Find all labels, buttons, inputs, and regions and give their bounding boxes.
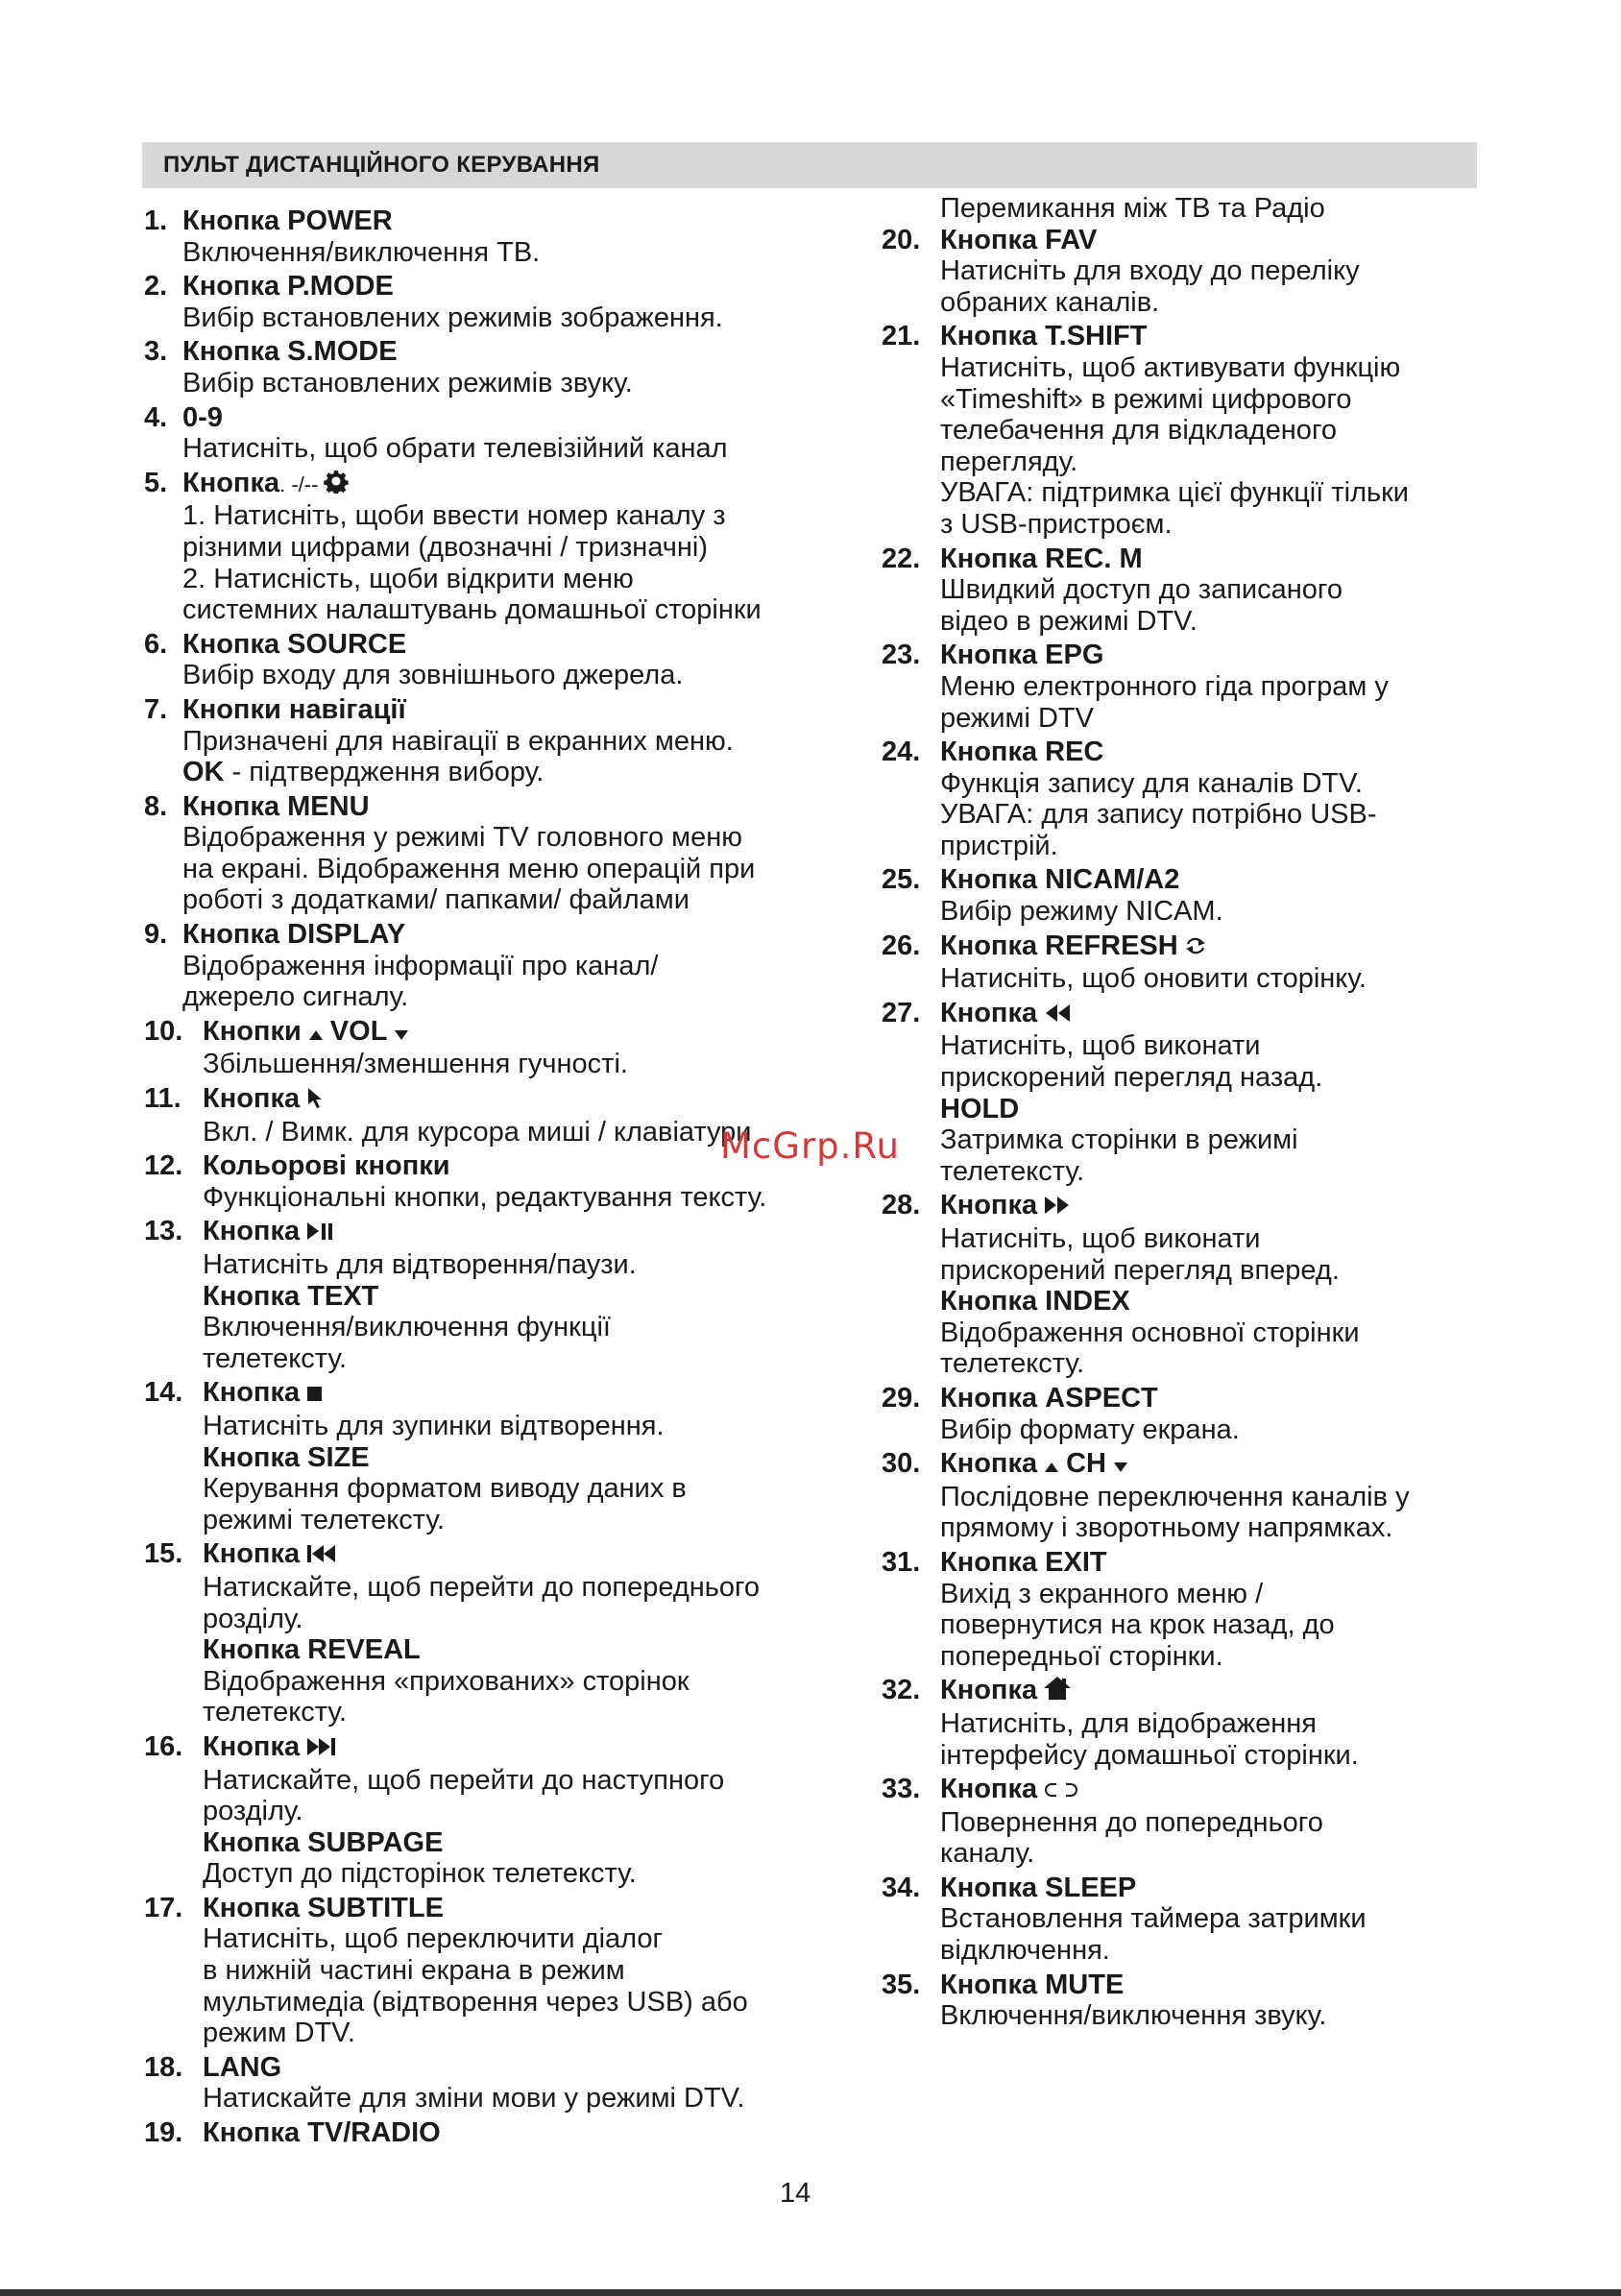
item-number: 18. bbox=[144, 2051, 183, 2083]
previous-icon bbox=[305, 1540, 338, 1572]
item-number: 6. bbox=[144, 628, 168, 660]
item-title-text: Кнопка S.MODE bbox=[182, 336, 398, 368]
item-description: Натисніть, щоб переключити діалог bbox=[203, 1923, 664, 1955]
item-description: УВАГА: для запису потрібно USB- bbox=[940, 799, 1377, 831]
list-item bbox=[144, 1377, 874, 1535]
item-description: попередньої сторінки. bbox=[940, 1640, 1223, 1672]
item-description: розділу. bbox=[203, 1603, 303, 1634]
sub-description: Відображення основної сторінки bbox=[940, 1317, 1360, 1348]
item-title-text: Кнопка SLEEP bbox=[940, 1872, 1137, 1903]
item-description: Натискайте, щоб перейти до попереднього bbox=[203, 1571, 761, 1603]
item-description: Натисніть для відтворення/паузи. bbox=[203, 1249, 637, 1280]
item-description: різними цифрами (двозначні / тризначні) bbox=[182, 531, 709, 563]
item-body bbox=[203, 1016, 874, 1080]
list-item bbox=[882, 1190, 1496, 1380]
list-item bbox=[882, 544, 1496, 638]
item-body bbox=[940, 1547, 1496, 1672]
rewind-icon bbox=[1043, 1000, 1072, 1031]
sub-description: телетексту. bbox=[203, 1342, 348, 1374]
item-title-text: Кнопка SOURCE bbox=[182, 628, 407, 660]
item-title bbox=[940, 1970, 1496, 2001]
left-column bbox=[144, 0, 874, 2152]
right-column bbox=[882, 0, 1496, 2035]
item-description: Відображення у режимі TV головного меню bbox=[182, 822, 742, 854]
sub-title: Кнопка REVEAL bbox=[203, 1634, 421, 1666]
item-title bbox=[182, 271, 874, 302]
item-title-text: LANG bbox=[203, 2051, 282, 2083]
item-number: 4. bbox=[144, 401, 168, 433]
stop-icon bbox=[305, 1379, 325, 1411]
item-description: Швидкий доступ до записаного bbox=[940, 574, 1343, 606]
page-number: 14 bbox=[780, 2178, 811, 2209]
item-number: 2. bbox=[144, 271, 168, 302]
item-title-text: Кнопка bbox=[203, 1538, 301, 1570]
item-title-text: Кнопка bbox=[940, 1190, 1038, 1221]
item-description: Збільшення/зменшення гучності. bbox=[203, 1049, 628, 1080]
item-description: УВАГА: підтримка цієї функції тільки bbox=[940, 477, 1410, 509]
item-title-text: Кнопка bbox=[182, 467, 280, 498]
item-description: Натисніть, для відображення bbox=[940, 1707, 1318, 1739]
item-title bbox=[182, 919, 874, 951]
item-description: Натисніть для зупинки відтворення. bbox=[203, 1410, 665, 1441]
item-title-text: Кнопка FAV bbox=[940, 224, 1098, 255]
list-item bbox=[882, 225, 1496, 319]
item-number: 5. bbox=[144, 467, 168, 498]
item-title bbox=[203, 1216, 874, 1249]
item-title-text: Кнопка bbox=[203, 1216, 301, 1247]
item-title bbox=[940, 321, 1496, 352]
list-item bbox=[144, 336, 874, 399]
item-number: 24. bbox=[882, 737, 921, 768]
item-title-text: Кнопка bbox=[940, 1774, 1038, 1805]
item-title bbox=[182, 468, 874, 501]
item-description: Вибір встановлених режимів звуку. bbox=[182, 367, 633, 399]
item-body bbox=[203, 1377, 874, 1535]
item-title-text: Кнопка P.MODE bbox=[182, 271, 394, 302]
item-body bbox=[940, 864, 1496, 927]
item-body bbox=[182, 919, 874, 1013]
item-description: Натисніть, щоб виконати bbox=[940, 1223, 1261, 1254]
item-description: Призначені для навігації в екранних меню. bbox=[182, 725, 734, 757]
watermark: McGrp.Ru bbox=[720, 1125, 900, 1167]
item-title-text: Кнопка bbox=[203, 1083, 301, 1115]
item-title bbox=[940, 640, 1496, 671]
ch-label: CH bbox=[1066, 1448, 1106, 1480]
item-title-text: Кнопки bbox=[203, 1015, 302, 1047]
item-number: 8. bbox=[144, 790, 168, 822]
fast-forward-icon bbox=[1043, 1192, 1072, 1223]
item-title bbox=[203, 1538, 874, 1572]
play-pause-icon bbox=[305, 1218, 334, 1249]
item-title-text: Кнопка bbox=[940, 997, 1038, 1028]
item-description: Вихід з екранного меню / bbox=[940, 1578, 1264, 1609]
item-body bbox=[182, 629, 874, 691]
list-item bbox=[882, 1547, 1496, 1672]
item-number: 19. bbox=[144, 2117, 183, 2149]
item-title-text: Кнопка bbox=[203, 1377, 301, 1409]
item-number: 28. bbox=[882, 1190, 921, 1221]
item-number: 22. bbox=[882, 543, 921, 574]
list-item bbox=[882, 1873, 1496, 1967]
item-description: Натисніть для входу до переліку bbox=[940, 255, 1360, 287]
list-item bbox=[144, 1538, 874, 1728]
item-description: режим DTV. bbox=[203, 2018, 355, 2049]
item-description: Повернення до попереднього bbox=[940, 1806, 1323, 1838]
item-description: прискорений перегляд назад. bbox=[940, 1062, 1323, 1094]
item-description: Натисніть, щоб виконати bbox=[940, 1030, 1261, 1062]
item-body bbox=[203, 2052, 874, 2115]
item-body bbox=[940, 737, 1496, 861]
item-title-text: Кнопка REC bbox=[940, 737, 1104, 768]
home-icon bbox=[1043, 1676, 1072, 1708]
list-item bbox=[144, 919, 874, 1013]
item-description: Натисніть, щоб оновити сторінку. bbox=[940, 963, 1367, 995]
item-title-text: 0-9 bbox=[182, 401, 223, 433]
item-description: «Timeshift» в режимі цифрового bbox=[940, 383, 1352, 415]
item-title bbox=[940, 998, 1496, 1031]
item-description: Функція запису для каналів DTV. bbox=[940, 767, 1363, 799]
list-item bbox=[882, 930, 1496, 995]
item-number: 9. bbox=[144, 919, 168, 951]
item-title bbox=[203, 2052, 874, 2084]
item-title bbox=[182, 694, 874, 726]
item-body bbox=[203, 1538, 874, 1728]
list-item bbox=[882, 864, 1496, 927]
item-title bbox=[940, 930, 1496, 964]
item-title bbox=[940, 1547, 1496, 1579]
item-title bbox=[940, 864, 1496, 896]
item-body bbox=[940, 1970, 1496, 2032]
item-body bbox=[182, 336, 874, 399]
item-description: в нижній частині екрана в режим bbox=[203, 1955, 625, 1987]
item-description: режимі DTV bbox=[940, 702, 1094, 734]
list-item bbox=[882, 737, 1496, 861]
item-number: 27. bbox=[882, 997, 921, 1028]
down-triangle bbox=[1112, 1450, 1129, 1482]
item-body bbox=[940, 930, 1496, 995]
item-title bbox=[203, 1893, 874, 1924]
item-title-text: Кнопки навігації bbox=[182, 693, 406, 725]
item-description: Включення/виключення ТВ. bbox=[182, 236, 541, 268]
sub-title: Кнопка SUBPAGE bbox=[203, 1826, 444, 1858]
item-title-text: Кнопка POWER bbox=[182, 205, 393, 236]
list-item bbox=[882, 1774, 1496, 1870]
sub-description: Доступ до підсторінок телетексту. bbox=[203, 1858, 637, 1890]
item-body bbox=[182, 271, 874, 333]
item-title bbox=[940, 1873, 1496, 1904]
item-number: 14. bbox=[144, 1377, 183, 1409]
item-number: 16. bbox=[144, 1730, 183, 1762]
item-title bbox=[203, 1083, 874, 1117]
vol-label: VOL bbox=[329, 1015, 388, 1047]
item-title-text: Кнопка NICAM/A2 bbox=[940, 864, 1180, 896]
item-body bbox=[940, 640, 1496, 734]
item-description: повернутися на крок назад, до bbox=[940, 1609, 1335, 1641]
item-number: 26. bbox=[882, 930, 921, 961]
up-triangle bbox=[1043, 1450, 1060, 1482]
item-title bbox=[182, 791, 874, 823]
item-number: 10. bbox=[144, 1015, 183, 1047]
item-title bbox=[182, 336, 874, 368]
item-description: пристрій. bbox=[940, 830, 1058, 861]
item-title-text: Кнопка DISPLAY bbox=[182, 919, 406, 951]
item-description: Вкл. / Вимк. для курсора миші / клавіатури bbox=[203, 1116, 752, 1148]
list-item bbox=[882, 1970, 1496, 2032]
item-title-text: Кнопка SUBTITLE bbox=[203, 1892, 444, 1923]
item-title-text: Кольорові кнопки bbox=[203, 1150, 450, 1182]
item-number: 12. bbox=[144, 1150, 183, 1182]
item-title-text: Кнопка bbox=[940, 1448, 1038, 1480]
item-description: 1. Натисніть, щоби ввести номер каналу з bbox=[182, 500, 726, 532]
item-description: Натискайте для зміни мови у режимі DTV. bbox=[203, 2083, 745, 2115]
ok-description bbox=[182, 757, 874, 788]
item-description: інтерфейсу домашньої сторінки. bbox=[940, 1739, 1359, 1771]
item-title bbox=[940, 1675, 1496, 1708]
sub-title: HOLD bbox=[940, 1093, 1020, 1124]
sub-title: Кнопка TEXT bbox=[203, 1280, 379, 1312]
item-title-text: Кнопка TV/RADIO bbox=[203, 2117, 441, 2149]
list-item bbox=[144, 468, 874, 626]
item-body bbox=[203, 1216, 874, 1374]
up-triangle bbox=[307, 1018, 325, 1050]
item-title bbox=[203, 1016, 874, 1050]
sub-description: Включення/виключення функції bbox=[203, 1312, 611, 1343]
item-description: перегляду. bbox=[940, 446, 1078, 477]
item-number: 15. bbox=[144, 1538, 183, 1570]
item-body bbox=[182, 468, 874, 626]
item-number: 34. bbox=[882, 1872, 921, 1903]
item-description: Натисніть, щоб обрати телевізійний канал bbox=[182, 433, 728, 465]
item-number: 7. bbox=[144, 693, 168, 725]
item-description: Встановлення таймера затримки bbox=[940, 1903, 1367, 1935]
item-title bbox=[203, 1377, 874, 1411]
bottom-rule bbox=[0, 2289, 1621, 2296]
item-number: 20. bbox=[882, 224, 921, 255]
sub-title: Кнопка SIZE bbox=[203, 1441, 370, 1473]
item-description: прискорений перегляд вперед. bbox=[940, 1254, 1340, 1286]
item-title bbox=[940, 544, 1496, 575]
item-body bbox=[203, 1893, 874, 2049]
refresh-icon bbox=[1184, 932, 1207, 964]
list-item bbox=[144, 791, 874, 916]
item-number: 17. bbox=[144, 1892, 183, 1923]
item-description: джерело сигналу. bbox=[182, 981, 409, 1013]
item-number: 31. bbox=[882, 1546, 921, 1578]
item-number: 32. bbox=[882, 1675, 921, 1706]
item-description: Функціональні кнопки, редактування тексту. bbox=[203, 1181, 767, 1213]
item-title-text: Кнопка EPG bbox=[940, 640, 1104, 671]
item-description: розділу. bbox=[203, 1796, 303, 1827]
item-description: телебачення для відкладеного bbox=[940, 415, 1338, 447]
item-description: з USB-пристроєм. bbox=[940, 508, 1173, 540]
item-title bbox=[940, 1774, 1496, 1807]
item-body bbox=[940, 321, 1496, 540]
section-title: ПУЛЬТ ДИСТАНЦІЙНОГО КЕРУВАННЯ bbox=[163, 152, 600, 178]
item-title bbox=[940, 737, 1496, 768]
item-title-text: Кнопка REFRESH bbox=[940, 930, 1178, 961]
sub-description: телетексту. bbox=[940, 1348, 1085, 1380]
item-number: 30. bbox=[882, 1448, 921, 1480]
item-body bbox=[940, 1873, 1496, 1967]
item-description: відео в режимі DTV. bbox=[940, 605, 1198, 637]
recall-icon bbox=[1043, 1776, 1079, 1807]
item-description: на екрані. Відображення меню операцій при bbox=[182, 853, 756, 884]
item-title-text: Кнопка T.SHIFT bbox=[940, 321, 1148, 352]
sub-description: телетексту. bbox=[940, 1155, 1085, 1187]
item-description: Натискайте, щоб перейти до наступного bbox=[203, 1764, 725, 1796]
item-title bbox=[182, 402, 874, 434]
item-description: Вибір режиму NICAM. bbox=[940, 896, 1223, 928]
item-number: 13. bbox=[144, 1216, 183, 1247]
list-item bbox=[882, 1448, 1496, 1544]
item-body bbox=[940, 998, 1496, 1188]
item-description: Відображення інформації про канал/ bbox=[182, 950, 659, 981]
item-title-text: Кнопка REC. M bbox=[940, 543, 1143, 574]
item-description: Меню електронного гіда програм у bbox=[940, 670, 1389, 702]
item-description: мультимедіа (відтворення через USB) або bbox=[203, 1986, 748, 2018]
item-description: Послідовне переключення каналів у bbox=[940, 1481, 1410, 1512]
item-body bbox=[940, 1190, 1496, 1380]
list-item bbox=[144, 1016, 874, 1080]
item-title bbox=[203, 2117, 874, 2149]
item-body bbox=[182, 402, 874, 465]
item-title bbox=[940, 225, 1496, 256]
item-body bbox=[940, 1383, 1496, 1445]
item-body bbox=[182, 694, 874, 788]
item-description: відключення. bbox=[940, 1935, 1110, 1967]
list-item bbox=[144, 629, 874, 691]
item-title-text: Кнопка bbox=[203, 1730, 301, 1762]
sub-description: Керування форматом виводу даних в bbox=[203, 1473, 687, 1505]
item-title-text: Кнопка ASPECT bbox=[940, 1382, 1158, 1414]
item-description: Включення/виключення звуку. bbox=[940, 2000, 1327, 2032]
item-title bbox=[940, 1190, 1496, 1223]
item-number: 11. bbox=[144, 1083, 181, 1115]
list-item bbox=[144, 1731, 874, 1890]
item-number: 35. bbox=[882, 1969, 921, 2000]
item-title bbox=[203, 1731, 874, 1765]
list-item bbox=[144, 1216, 874, 1374]
item-body bbox=[940, 1675, 1496, 1771]
item-body bbox=[182, 205, 874, 268]
item-body bbox=[940, 1774, 1496, 1870]
item-body bbox=[203, 2117, 874, 2149]
title-suffix: . -/-- bbox=[279, 471, 319, 496]
list-item bbox=[144, 271, 874, 333]
item-title bbox=[182, 205, 874, 237]
item-title-text: Кнопка MUTE bbox=[940, 1969, 1125, 2000]
list-item bbox=[144, 2117, 874, 2149]
list-item bbox=[144, 205, 874, 268]
list-item bbox=[882, 1383, 1496, 1445]
item-title-text: Кнопка EXIT bbox=[940, 1546, 1107, 1578]
item-description: роботі з додатками/ папками/ файлами bbox=[182, 884, 690, 916]
item-description: Вибір встановлених режимів зображення. bbox=[182, 302, 723, 333]
item-body bbox=[182, 791, 874, 916]
item-body bbox=[940, 1448, 1496, 1544]
item-body bbox=[940, 225, 1496, 319]
item-description: Натисніть, щоб активувати функцію bbox=[940, 351, 1401, 383]
sub-title: Кнопка INDEX bbox=[940, 1286, 1130, 1317]
item-description: системних налаштувань домашньої сторінки bbox=[182, 594, 762, 626]
item-title bbox=[182, 629, 874, 661]
item-description: Вибір входу для зовнішнього джерела. bbox=[182, 660, 684, 691]
item-title-text: Кнопка bbox=[940, 1675, 1038, 1706]
sub-description: Затримка сторінки в режимі bbox=[940, 1124, 1298, 1156]
list-item bbox=[144, 402, 874, 465]
gear-icon bbox=[324, 469, 349, 501]
list-item bbox=[144, 2052, 874, 2115]
item-number: 29. bbox=[882, 1382, 921, 1414]
item-number: 33. bbox=[882, 1774, 921, 1805]
list-item bbox=[882, 1675, 1496, 1771]
list-item bbox=[144, 1893, 874, 2049]
next-icon bbox=[305, 1733, 338, 1765]
item-description: 2. Натисність, щоби відкрити меню bbox=[182, 563, 634, 594]
list-item bbox=[882, 998, 1496, 1188]
item-body bbox=[203, 1731, 874, 1890]
sub-description: режимі телетексту. bbox=[203, 1504, 446, 1535]
item-number: 3. bbox=[144, 336, 168, 368]
list-item bbox=[144, 694, 874, 788]
ok-label: OK bbox=[182, 757, 225, 788]
list-item bbox=[882, 321, 1496, 540]
item-number: 21. bbox=[882, 321, 921, 352]
item-number: 23. bbox=[882, 640, 921, 671]
cursor-icon bbox=[305, 1085, 325, 1117]
sub-description: телетексту. bbox=[203, 1697, 348, 1728]
item-number: 1. bbox=[144, 205, 168, 236]
item-19-continuation: Перемикання між ТВ та Радіо bbox=[940, 193, 1325, 224]
list-item bbox=[882, 640, 1496, 734]
item-title-text: Кнопка MENU bbox=[182, 790, 370, 822]
sub-description: Відображення «прихованих» сторінок bbox=[203, 1665, 690, 1697]
item-body bbox=[940, 544, 1496, 638]
item-number: 25. bbox=[882, 864, 921, 896]
item-description: прямому і зворотньому напрямках. bbox=[940, 1512, 1393, 1544]
item-description: обраних каналів. bbox=[940, 286, 1160, 318]
item-description: Вибір формату екрана. bbox=[940, 1414, 1240, 1445]
item-title bbox=[940, 1448, 1496, 1482]
item-description: каналу. bbox=[940, 1838, 1035, 1870]
down-triangle bbox=[393, 1018, 410, 1050]
ok-text: - підтвердження вибору. bbox=[224, 757, 544, 788]
item-title bbox=[940, 1383, 1496, 1414]
